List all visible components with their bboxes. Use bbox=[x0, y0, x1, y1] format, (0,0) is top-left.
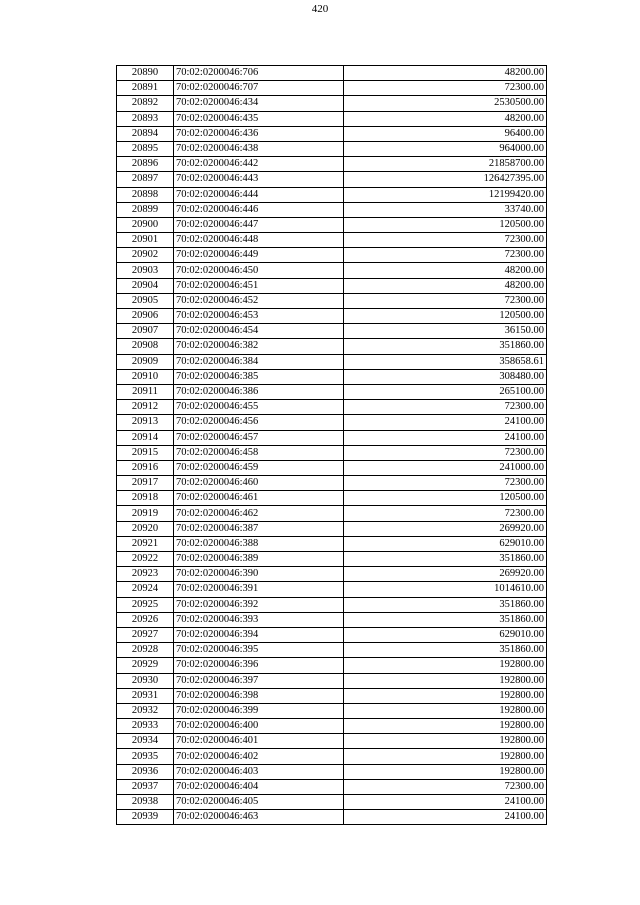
table-row bbox=[117, 643, 547, 658]
cadastral-number-cell: 70:02:0200046:706 bbox=[174, 66, 344, 81]
cadastral-number-cell: 70:02:0200046:388 bbox=[174, 536, 344, 551]
cadastral-value-cell: 192800.00 bbox=[344, 734, 547, 749]
table-row bbox=[117, 172, 547, 187]
cadastral-value-cell: 629010.00 bbox=[344, 536, 547, 551]
row-number-cell: 20906 bbox=[117, 309, 174, 324]
cadastral-number-cell: 70:02:0200046:397 bbox=[174, 673, 344, 688]
cadastral-value-cell: 24100.00 bbox=[344, 795, 547, 810]
table-row bbox=[117, 369, 547, 384]
cadastral-value-cell: 308480.00 bbox=[344, 369, 547, 384]
table-row bbox=[117, 764, 547, 779]
row-number-cell: 20936 bbox=[117, 764, 174, 779]
cadastral-value-cell: 120500.00 bbox=[344, 217, 547, 232]
row-number-cell: 20901 bbox=[117, 233, 174, 248]
row-number-cell: 20904 bbox=[117, 278, 174, 293]
table-row bbox=[117, 460, 547, 475]
cadastral-value-cell: 192800.00 bbox=[344, 673, 547, 688]
cadastral-number-cell: 70:02:0200046:434 bbox=[174, 96, 344, 111]
cadastral-number-cell: 70:02:0200046:382 bbox=[174, 339, 344, 354]
row-number-cell: 20897 bbox=[117, 172, 174, 187]
row-number-cell: 20913 bbox=[117, 415, 174, 430]
cadastral-value-cell: 629010.00 bbox=[344, 627, 547, 642]
table-row bbox=[117, 248, 547, 263]
cadastral-value-cell: 351860.00 bbox=[344, 612, 547, 627]
cadastral-value-cell: 12199420.00 bbox=[344, 187, 547, 202]
cadastral-value-cell: 351860.00 bbox=[344, 597, 547, 612]
table-row bbox=[117, 658, 547, 673]
cadastral-number-cell: 70:02:0200046:707 bbox=[174, 81, 344, 96]
table-row bbox=[117, 384, 547, 399]
table-row bbox=[117, 552, 547, 567]
table-row bbox=[117, 445, 547, 460]
row-number-cell: 20890 bbox=[117, 66, 174, 81]
row-number-cell: 20905 bbox=[117, 293, 174, 308]
table-row bbox=[117, 627, 547, 642]
table-row bbox=[117, 81, 547, 96]
table-row bbox=[117, 749, 547, 764]
cadastral-number-cell: 70:02:0200046:457 bbox=[174, 430, 344, 445]
row-number-cell: 20893 bbox=[117, 111, 174, 126]
row-number-cell: 20902 bbox=[117, 248, 174, 263]
row-number-cell: 20929 bbox=[117, 658, 174, 673]
row-number-cell: 20899 bbox=[117, 202, 174, 217]
row-number-cell: 20935 bbox=[117, 749, 174, 764]
cadastral-number-cell: 70:02:0200046:459 bbox=[174, 460, 344, 475]
row-number-cell: 20895 bbox=[117, 141, 174, 156]
table-row bbox=[117, 582, 547, 597]
cadastral-value-cell: 24100.00 bbox=[344, 415, 547, 430]
page-number: 420 bbox=[311, 3, 329, 15]
cadastral-number-cell: 70:02:0200046:438 bbox=[174, 141, 344, 156]
table-row bbox=[117, 703, 547, 718]
cadastral-value-cell: 120500.00 bbox=[344, 491, 547, 506]
cadastral-value-cell: 72300.00 bbox=[344, 233, 547, 248]
cadastral-value-cell: 358658.61 bbox=[344, 354, 547, 369]
row-number-cell: 20892 bbox=[117, 96, 174, 111]
row-number-cell: 20926 bbox=[117, 612, 174, 627]
cadastral-value-cell: 192800.00 bbox=[344, 658, 547, 673]
table-row bbox=[117, 339, 547, 354]
table-row bbox=[117, 521, 547, 536]
cadastral-number-cell: 70:02:0200046:403 bbox=[174, 764, 344, 779]
cadastral-number-cell: 70:02:0200046:390 bbox=[174, 567, 344, 582]
cadastral-value-cell: 72300.00 bbox=[344, 248, 547, 263]
table-row bbox=[117, 597, 547, 612]
row-number-cell: 20927 bbox=[117, 627, 174, 642]
cadastral-number-cell: 70:02:0200046:398 bbox=[174, 688, 344, 703]
row-number-cell: 20894 bbox=[117, 126, 174, 141]
cadastral-number-cell: 70:02:0200046:458 bbox=[174, 445, 344, 460]
cadastral-value-cell: 48200.00 bbox=[344, 278, 547, 293]
table-row bbox=[117, 96, 547, 111]
row-number-cell: 20898 bbox=[117, 187, 174, 202]
row-number-cell: 20925 bbox=[117, 597, 174, 612]
table-row bbox=[117, 263, 547, 278]
table-row bbox=[117, 719, 547, 734]
row-number-cell: 20912 bbox=[117, 400, 174, 415]
cadastral-number-cell: 70:02:0200046:395 bbox=[174, 643, 344, 658]
cadastral-number-cell: 70:02:0200046:456 bbox=[174, 415, 344, 430]
row-number-cell: 20930 bbox=[117, 673, 174, 688]
table-row bbox=[117, 111, 547, 126]
cadastral-value-cell: 351860.00 bbox=[344, 643, 547, 658]
row-number-cell: 20931 bbox=[117, 688, 174, 703]
table-row bbox=[117, 430, 547, 445]
table-row bbox=[117, 506, 547, 521]
table-row bbox=[117, 141, 547, 156]
table-body bbox=[117, 66, 547, 825]
cadastral-number-cell: 70:02:0200046:444 bbox=[174, 187, 344, 202]
table-row bbox=[117, 612, 547, 627]
row-number-cell: 20914 bbox=[117, 430, 174, 445]
cadastral-value-cell: 192800.00 bbox=[344, 719, 547, 734]
table-row bbox=[117, 309, 547, 324]
cadastral-value-cell: 72300.00 bbox=[344, 293, 547, 308]
cadastral-value-cell: 72300.00 bbox=[344, 506, 547, 521]
row-number-cell: 20928 bbox=[117, 643, 174, 658]
cadastral-number-cell: 70:02:0200046:454 bbox=[174, 324, 344, 339]
row-number-cell: 20938 bbox=[117, 795, 174, 810]
cadastral-number-cell: 70:02:0200046:399 bbox=[174, 703, 344, 718]
row-number-cell: 20933 bbox=[117, 719, 174, 734]
table-row bbox=[117, 415, 547, 430]
cadastral-value-cell: 192800.00 bbox=[344, 703, 547, 718]
cadastral-number-cell: 70:02:0200046:384 bbox=[174, 354, 344, 369]
cadastral-value-cell: 269920.00 bbox=[344, 567, 547, 582]
table-row bbox=[117, 734, 547, 749]
cadastral-number-cell: 70:02:0200046:387 bbox=[174, 521, 344, 536]
cadastral-value-cell: 24100.00 bbox=[344, 810, 547, 825]
cadastral-value-cell: 96400.00 bbox=[344, 126, 547, 141]
cadastral-number-cell: 70:02:0200046:404 bbox=[174, 779, 344, 794]
table-row bbox=[117, 567, 547, 582]
cadastral-value-cell: 48200.00 bbox=[344, 263, 547, 278]
table-row bbox=[117, 324, 547, 339]
cadastral-value-cell: 351860.00 bbox=[344, 552, 547, 567]
cadastral-number-cell: 70:02:0200046:451 bbox=[174, 278, 344, 293]
table-row bbox=[117, 157, 547, 172]
cadastral-value-cell: 24100.00 bbox=[344, 430, 547, 445]
table-row bbox=[117, 126, 547, 141]
cadastral-value-cell: 72300.00 bbox=[344, 445, 547, 460]
cadastral-number-cell: 70:02:0200046:436 bbox=[174, 126, 344, 141]
cadastral-number-cell: 70:02:0200046:450 bbox=[174, 263, 344, 278]
cadastral-value-cell: 2530500.00 bbox=[344, 96, 547, 111]
cadastral-value-cell: 192800.00 bbox=[344, 688, 547, 703]
table-row bbox=[117, 217, 547, 232]
cadastral-number-cell: 70:02:0200046:442 bbox=[174, 157, 344, 172]
cadastral-value-cell: 33740.00 bbox=[344, 202, 547, 217]
cadastral-number-cell: 70:02:0200046:443 bbox=[174, 172, 344, 187]
cadastral-value-cell: 36150.00 bbox=[344, 324, 547, 339]
row-number-cell: 20932 bbox=[117, 703, 174, 718]
table-row bbox=[117, 476, 547, 491]
cadastral-value-cell: 192800.00 bbox=[344, 749, 547, 764]
cadastral-number-cell: 70:02:0200046:393 bbox=[174, 612, 344, 627]
cadastral-number-cell: 70:02:0200046:385 bbox=[174, 369, 344, 384]
row-number-cell: 20939 bbox=[117, 810, 174, 825]
cadastral-number-cell: 70:02:0200046:396 bbox=[174, 658, 344, 673]
cadastral-number-cell: 70:02:0200046:400 bbox=[174, 719, 344, 734]
row-number-cell: 20921 bbox=[117, 536, 174, 551]
table-row bbox=[117, 688, 547, 703]
row-number-cell: 20907 bbox=[117, 324, 174, 339]
row-number-cell: 20911 bbox=[117, 384, 174, 399]
cadastral-value-cell: 265100.00 bbox=[344, 384, 547, 399]
cadastral-value-table bbox=[116, 65, 547, 825]
cadastral-number-cell: 70:02:0200046:402 bbox=[174, 749, 344, 764]
row-number-cell: 20917 bbox=[117, 476, 174, 491]
table-row bbox=[117, 673, 547, 688]
cadastral-number-cell: 70:02:0200046:455 bbox=[174, 400, 344, 415]
row-number-cell: 20891 bbox=[117, 81, 174, 96]
cadastral-value-cell: 72300.00 bbox=[344, 400, 547, 415]
row-number-cell: 20908 bbox=[117, 339, 174, 354]
table-row bbox=[117, 779, 547, 794]
cadastral-value-cell: 120500.00 bbox=[344, 309, 547, 324]
cadastral-number-cell: 70:02:0200046:435 bbox=[174, 111, 344, 126]
cadastral-number-cell: 70:02:0200046:386 bbox=[174, 384, 344, 399]
table-row bbox=[117, 810, 547, 825]
row-number-cell: 20934 bbox=[117, 734, 174, 749]
cadastral-number-cell: 70:02:0200046:401 bbox=[174, 734, 344, 749]
table-row bbox=[117, 400, 547, 415]
cadastral-number-cell: 70:02:0200046:446 bbox=[174, 202, 344, 217]
row-number-cell: 20896 bbox=[117, 157, 174, 172]
table-row bbox=[117, 233, 547, 248]
table-row bbox=[117, 354, 547, 369]
row-number-cell: 20916 bbox=[117, 460, 174, 475]
cadastral-value-cell: 72300.00 bbox=[344, 81, 547, 96]
cadastral-value-cell: 48200.00 bbox=[344, 111, 547, 126]
row-number-cell: 20909 bbox=[117, 354, 174, 369]
cadastral-number-cell: 70:02:0200046:461 bbox=[174, 491, 344, 506]
cadastral-value-cell: 241000.00 bbox=[344, 460, 547, 475]
cadastral-value-cell: 72300.00 bbox=[344, 779, 547, 794]
row-number-cell: 20910 bbox=[117, 369, 174, 384]
table-row bbox=[117, 491, 547, 506]
table-row bbox=[117, 66, 547, 81]
row-number-cell: 20923 bbox=[117, 567, 174, 582]
cadastral-number-cell: 70:02:0200046:453 bbox=[174, 309, 344, 324]
row-number-cell: 20903 bbox=[117, 263, 174, 278]
row-number-cell: 20915 bbox=[117, 445, 174, 460]
cadastral-number-cell: 70:02:0200046:448 bbox=[174, 233, 344, 248]
cadastral-number-cell: 70:02:0200046:460 bbox=[174, 476, 344, 491]
cadastral-number-cell: 70:02:0200046:391 bbox=[174, 582, 344, 597]
cadastral-number-cell: 70:02:0200046:462 bbox=[174, 506, 344, 521]
cadastral-number-cell: 70:02:0200046:394 bbox=[174, 627, 344, 642]
cadastral-value-cell: 964000.00 bbox=[344, 141, 547, 156]
cadastral-value-cell: 21858700.00 bbox=[344, 157, 547, 172]
table-row bbox=[117, 795, 547, 810]
row-number-cell: 20900 bbox=[117, 217, 174, 232]
cadastral-value-cell: 269920.00 bbox=[344, 521, 547, 536]
table-row bbox=[117, 187, 547, 202]
row-number-cell: 20924 bbox=[117, 582, 174, 597]
cadastral-number-cell: 70:02:0200046:405 bbox=[174, 795, 344, 810]
table-row bbox=[117, 536, 547, 551]
table-row bbox=[117, 278, 547, 293]
cadastral-number-cell: 70:02:0200046:392 bbox=[174, 597, 344, 612]
cadastral-number-cell: 70:02:0200046:463 bbox=[174, 810, 344, 825]
cadastral-value-cell: 72300.00 bbox=[344, 476, 547, 491]
cadastral-value-cell: 192800.00 bbox=[344, 764, 547, 779]
cadastral-number-cell: 70:02:0200046:447 bbox=[174, 217, 344, 232]
row-number-cell: 20918 bbox=[117, 491, 174, 506]
table-row bbox=[117, 293, 547, 308]
row-number-cell: 20922 bbox=[117, 552, 174, 567]
table-row bbox=[117, 202, 547, 217]
row-number-cell: 20919 bbox=[117, 506, 174, 521]
cadastral-value-cell: 1014610.00 bbox=[344, 582, 547, 597]
cadastral-number-cell: 70:02:0200046:452 bbox=[174, 293, 344, 308]
row-number-cell: 20937 bbox=[117, 779, 174, 794]
cadastral-value-cell: 351860.00 bbox=[344, 339, 547, 354]
row-number-cell: 20920 bbox=[117, 521, 174, 536]
cadastral-value-cell: 48200.00 bbox=[344, 66, 547, 81]
cadastral-number-cell: 70:02:0200046:449 bbox=[174, 248, 344, 263]
cadastral-value-cell: 126427395.00 bbox=[344, 172, 547, 187]
cadastral-number-cell: 70:02:0200046:389 bbox=[174, 552, 344, 567]
